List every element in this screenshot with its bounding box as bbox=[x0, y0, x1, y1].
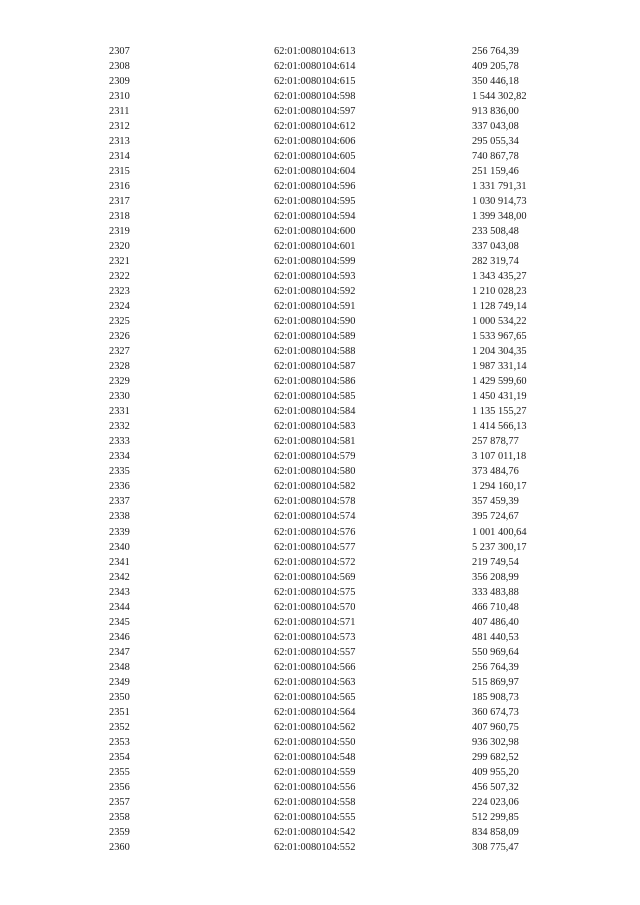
cadastral-value: 395 724,67 bbox=[472, 511, 519, 523]
cadastral-value: 407 486,40 bbox=[472, 616, 519, 628]
cadastral-number: 62:01:0080104:605 bbox=[274, 151, 356, 163]
cadastral-number: 62:01:0080104:581 bbox=[274, 436, 356, 448]
cadastral-number: 62:01:0080104:600 bbox=[274, 226, 356, 238]
table-row bbox=[109, 74, 572, 89]
table-row bbox=[109, 269, 572, 284]
cadastral-value: 233 508,48 bbox=[472, 226, 519, 238]
row-number: 2320 bbox=[109, 241, 130, 253]
cadastral-number: 62:01:0080104:569 bbox=[274, 571, 356, 583]
cadastral-value: 251 159,46 bbox=[472, 166, 519, 178]
row-number: 2349 bbox=[109, 676, 130, 688]
row-number: 2330 bbox=[109, 391, 130, 403]
table-row bbox=[109, 419, 572, 434]
table-row bbox=[109, 750, 572, 765]
cadastral-number: 62:01:0080104:614 bbox=[274, 61, 356, 73]
table-row bbox=[109, 359, 572, 374]
cadastral-value: 1 429 599,60 bbox=[472, 376, 527, 388]
row-number: 2319 bbox=[109, 226, 130, 238]
table-row bbox=[109, 164, 572, 179]
cadastral-number: 62:01:0080104:597 bbox=[274, 106, 356, 118]
cadastral-number: 62:01:0080104:563 bbox=[274, 676, 356, 688]
row-number: 2312 bbox=[109, 121, 130, 133]
row-number: 2313 bbox=[109, 136, 130, 148]
cadastral-number: 62:01:0080104:593 bbox=[274, 271, 356, 283]
table-row bbox=[109, 509, 572, 524]
table-body bbox=[109, 44, 572, 855]
table-row bbox=[109, 299, 572, 314]
table-row bbox=[109, 254, 572, 269]
row-number: 2359 bbox=[109, 826, 130, 838]
row-number: 2342 bbox=[109, 571, 130, 583]
row-number: 2352 bbox=[109, 721, 130, 733]
cadastral-value: 1 450 431,19 bbox=[472, 391, 527, 403]
row-number: 2335 bbox=[109, 466, 130, 478]
cadastral-number: 62:01:0080104:572 bbox=[274, 556, 356, 568]
table-row bbox=[109, 344, 572, 359]
cadastral-value: 257 878,77 bbox=[472, 436, 519, 448]
cadastral-value: 299 682,52 bbox=[472, 751, 519, 763]
cadastral-value: 333 483,88 bbox=[472, 586, 519, 598]
table-row bbox=[109, 209, 572, 224]
cadastral-number: 62:01:0080104:585 bbox=[274, 391, 356, 403]
cadastral-number: 62:01:0080104:583 bbox=[274, 421, 356, 433]
table-row bbox=[109, 179, 572, 194]
row-number: 2311 bbox=[109, 106, 130, 118]
cadastral-value: 1 001 400,64 bbox=[472, 526, 527, 538]
cadastral-value-table bbox=[109, 44, 572, 855]
cadastral-number: 62:01:0080104:591 bbox=[274, 301, 356, 313]
cadastral-number: 62:01:0080104:571 bbox=[274, 616, 356, 628]
cadastral-number: 62:01:0080104:564 bbox=[274, 706, 356, 718]
table-row bbox=[109, 840, 572, 855]
row-number: 2334 bbox=[109, 451, 130, 463]
cadastral-number: 62:01:0080104:596 bbox=[274, 181, 356, 193]
table-row bbox=[109, 615, 572, 630]
cadastral-value: 456 507,32 bbox=[472, 781, 519, 793]
cadastral-value: 512 299,85 bbox=[472, 811, 519, 823]
table-row bbox=[109, 374, 572, 389]
row-number: 2357 bbox=[109, 796, 130, 808]
table-row bbox=[109, 690, 572, 705]
table-row bbox=[109, 600, 572, 615]
table-row bbox=[109, 675, 572, 690]
table-row bbox=[109, 194, 572, 209]
cadastral-number: 62:01:0080104:601 bbox=[274, 241, 356, 253]
cadastral-value: 185 908,73 bbox=[472, 691, 519, 703]
cadastral-number: 62:01:0080104:613 bbox=[274, 46, 356, 57]
row-number: 2333 bbox=[109, 436, 130, 448]
row-number: 2346 bbox=[109, 631, 130, 643]
cadastral-value: 256 764,39 bbox=[472, 46, 519, 57]
cadastral-value: 1 294 160,17 bbox=[472, 481, 527, 493]
table-row bbox=[109, 44, 572, 59]
cadastral-number: 62:01:0080104:598 bbox=[274, 91, 356, 103]
cadastral-value: 550 969,64 bbox=[472, 646, 519, 658]
table-row bbox=[109, 525, 572, 540]
cadastral-value: 1 331 791,31 bbox=[472, 181, 527, 193]
table-row bbox=[109, 780, 572, 795]
row-number: 2353 bbox=[109, 736, 130, 748]
table-row bbox=[109, 224, 572, 239]
row-number: 2341 bbox=[109, 556, 130, 568]
cadastral-number: 62:01:0080104:576 bbox=[274, 526, 356, 538]
table-row bbox=[109, 735, 572, 750]
row-number: 2315 bbox=[109, 166, 130, 178]
cadastral-value: 913 836,00 bbox=[472, 106, 519, 118]
table-row bbox=[109, 494, 572, 509]
row-number: 2332 bbox=[109, 421, 130, 433]
table-row bbox=[109, 149, 572, 164]
cadastral-value: 1 343 435,27 bbox=[472, 271, 527, 283]
table-row bbox=[109, 810, 572, 825]
table-row bbox=[109, 825, 572, 840]
table-row bbox=[109, 555, 572, 570]
table-row bbox=[109, 434, 572, 449]
table-row bbox=[109, 660, 572, 675]
row-number: 2344 bbox=[109, 601, 130, 613]
row-number: 2323 bbox=[109, 286, 130, 298]
row-number: 2329 bbox=[109, 376, 130, 388]
cadastral-value: 282 319,74 bbox=[472, 256, 519, 268]
table-row bbox=[109, 284, 572, 299]
row-number: 2358 bbox=[109, 811, 130, 823]
row-number: 2307 bbox=[109, 46, 130, 57]
row-number: 2337 bbox=[109, 496, 130, 508]
table-row bbox=[109, 705, 572, 720]
cadastral-number: 62:01:0080104:559 bbox=[274, 766, 356, 778]
cadastral-value: 409 955,20 bbox=[472, 766, 519, 778]
cadastral-value: 256 764,39 bbox=[472, 661, 519, 673]
row-number: 2325 bbox=[109, 316, 130, 328]
cadastral-value: 481 440,53 bbox=[472, 631, 519, 643]
cadastral-number: 62:01:0080104:579 bbox=[274, 451, 356, 463]
row-number: 2310 bbox=[109, 91, 130, 103]
cadastral-value: 409 205,78 bbox=[472, 61, 519, 73]
row-number: 2354 bbox=[109, 751, 130, 763]
table-row bbox=[109, 585, 572, 600]
cadastral-number: 62:01:0080104:548 bbox=[274, 751, 356, 763]
row-number: 2360 bbox=[109, 841, 130, 853]
cadastral-value: 224 023,06 bbox=[472, 796, 519, 808]
table-row bbox=[109, 404, 572, 419]
table-row bbox=[109, 239, 572, 254]
cadastral-value: 295 055,34 bbox=[472, 136, 519, 148]
table-row bbox=[109, 645, 572, 660]
cadastral-value: 1 000 534,22 bbox=[472, 316, 527, 328]
cadastral-value: 740 867,78 bbox=[472, 151, 519, 163]
table-row bbox=[109, 540, 572, 555]
cadastral-value: 357 459,39 bbox=[472, 496, 519, 508]
cadastral-number: 62:01:0080104:604 bbox=[274, 166, 356, 178]
table-row bbox=[109, 765, 572, 780]
cadastral-number: 62:01:0080104:570 bbox=[274, 601, 356, 613]
cadastral-value: 360 674,73 bbox=[472, 706, 519, 718]
cadastral-value: 356 208,99 bbox=[472, 571, 519, 583]
table-row bbox=[109, 630, 572, 645]
cadastral-number: 62:01:0080104:542 bbox=[274, 826, 356, 838]
table-row bbox=[109, 720, 572, 735]
row-number: 2316 bbox=[109, 181, 130, 193]
cadastral-number: 62:01:0080104:582 bbox=[274, 481, 356, 493]
table-row bbox=[109, 314, 572, 329]
cadastral-number: 62:01:0080104:589 bbox=[274, 331, 356, 343]
row-number: 2355 bbox=[109, 766, 130, 778]
row-number: 2350 bbox=[109, 691, 130, 703]
row-number: 2345 bbox=[109, 616, 130, 628]
table-row bbox=[109, 389, 572, 404]
cadastral-value: 337 043,08 bbox=[472, 121, 519, 133]
table-row bbox=[109, 329, 572, 344]
table-row bbox=[109, 570, 572, 585]
row-number: 2326 bbox=[109, 331, 130, 343]
cadastral-number: 62:01:0080104:587 bbox=[274, 361, 356, 373]
row-number: 2324 bbox=[109, 301, 130, 313]
cadastral-number: 62:01:0080104:565 bbox=[274, 691, 356, 703]
cadastral-value: 1 533 967,65 bbox=[472, 331, 527, 343]
cadastral-value: 1 414 566,13 bbox=[472, 421, 527, 433]
table-row bbox=[109, 89, 572, 104]
cadastral-value: 373 484,76 bbox=[472, 466, 519, 478]
row-number: 2327 bbox=[109, 346, 130, 358]
cadastral-value: 337 043,08 bbox=[472, 241, 519, 253]
cadastral-value: 1 128 749,14 bbox=[472, 301, 527, 313]
row-number: 2322 bbox=[109, 271, 130, 283]
table-row bbox=[109, 134, 572, 149]
cadastral-number: 62:01:0080104:555 bbox=[274, 811, 356, 823]
cadastral-value: 834 858,09 bbox=[472, 826, 519, 838]
table-row bbox=[109, 59, 572, 74]
row-number: 2317 bbox=[109, 196, 130, 208]
cadastral-number: 62:01:0080104:573 bbox=[274, 631, 356, 643]
cadastral-value: 936 302,98 bbox=[472, 736, 519, 748]
cadastral-number: 62:01:0080104:562 bbox=[274, 721, 356, 733]
cadastral-number: 62:01:0080104:588 bbox=[274, 346, 356, 358]
cadastral-number: 62:01:0080104:577 bbox=[274, 541, 356, 553]
cadastral-number: 62:01:0080104:612 bbox=[274, 121, 356, 133]
row-number: 2343 bbox=[109, 586, 130, 598]
cadastral-number: 62:01:0080104:552 bbox=[274, 841, 356, 853]
row-number: 2321 bbox=[109, 256, 130, 268]
cadastral-number: 62:01:0080104:595 bbox=[274, 196, 356, 208]
row-number: 2328 bbox=[109, 361, 130, 373]
cadastral-value: 1 135 155,27 bbox=[472, 406, 527, 418]
cadastral-value: 5 237 300,17 bbox=[472, 541, 527, 553]
cadastral-value: 466 710,48 bbox=[472, 601, 519, 613]
cadastral-number: 62:01:0080104:557 bbox=[274, 646, 356, 658]
table-row bbox=[109, 795, 572, 810]
table-row bbox=[109, 104, 572, 119]
cadastral-value: 1 987 331,14 bbox=[472, 361, 527, 373]
cadastral-number: 62:01:0080104:594 bbox=[274, 211, 356, 223]
cadastral-number: 62:01:0080104:606 bbox=[274, 136, 356, 148]
cadastral-number: 62:01:0080104:575 bbox=[274, 586, 356, 598]
cadastral-value: 407 960,75 bbox=[472, 721, 519, 733]
cadastral-number: 62:01:0080104:580 bbox=[274, 466, 356, 478]
table-row bbox=[109, 464, 572, 479]
row-number: 2331 bbox=[109, 406, 130, 418]
cadastral-value: 1 030 914,73 bbox=[472, 196, 527, 208]
cadastral-value: 1 204 304,35 bbox=[472, 346, 527, 358]
table-row bbox=[109, 479, 572, 494]
cadastral-value: 219 749,54 bbox=[472, 556, 519, 568]
cadastral-value: 3 107 011,18 bbox=[472, 451, 527, 463]
cadastral-value: 515 869,97 bbox=[472, 676, 519, 688]
row-number: 2351 bbox=[109, 706, 130, 718]
table-row bbox=[109, 449, 572, 464]
row-number: 2336 bbox=[109, 481, 130, 493]
cadastral-number: 62:01:0080104:599 bbox=[274, 256, 356, 268]
row-number: 2339 bbox=[109, 526, 130, 538]
row-number: 2347 bbox=[109, 646, 130, 658]
cadastral-value: 1 544 302,82 bbox=[472, 91, 527, 103]
cadastral-number: 62:01:0080104:566 bbox=[274, 661, 356, 673]
row-number: 2348 bbox=[109, 661, 130, 673]
cadastral-number: 62:01:0080104:574 bbox=[274, 511, 356, 523]
cadastral-number: 62:01:0080104:590 bbox=[274, 316, 356, 328]
cadastral-number: 62:01:0080104:586 bbox=[274, 376, 356, 388]
cadastral-value: 1 399 348,00 bbox=[472, 211, 527, 223]
row-number: 2309 bbox=[109, 76, 130, 88]
cadastral-number: 62:01:0080104:550 bbox=[274, 736, 356, 748]
cadastral-number: 62:01:0080104:578 bbox=[274, 496, 356, 508]
cadastral-number: 62:01:0080104:558 bbox=[274, 796, 356, 808]
cadastral-number: 62:01:0080104:584 bbox=[274, 406, 356, 418]
table-row bbox=[109, 119, 572, 134]
cadastral-value: 308 775,47 bbox=[472, 841, 519, 853]
row-number: 2356 bbox=[109, 781, 130, 793]
row-number: 2340 bbox=[109, 541, 130, 553]
row-number: 2314 bbox=[109, 151, 130, 163]
cadastral-value: 350 446,18 bbox=[472, 76, 519, 88]
row-number: 2338 bbox=[109, 511, 130, 523]
cadastral-value: 1 210 028,23 bbox=[472, 286, 527, 298]
row-number: 2308 bbox=[109, 61, 130, 73]
row-number: 2318 bbox=[109, 211, 130, 223]
cadastral-number: 62:01:0080104:556 bbox=[274, 781, 356, 793]
cadastral-number: 62:01:0080104:592 bbox=[274, 286, 356, 298]
cadastral-number: 62:01:0080104:615 bbox=[274, 76, 356, 88]
